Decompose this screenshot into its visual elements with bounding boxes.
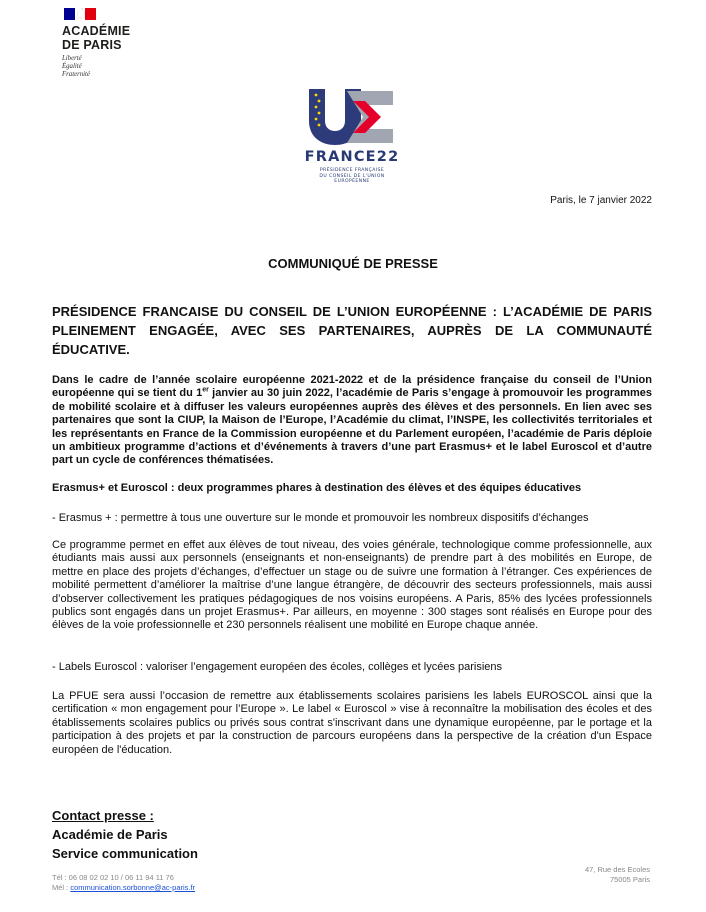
footer-contact bbox=[52, 873, 195, 893]
academie-logo-text: ACADÉMIE DE PARIS bbox=[62, 24, 131, 52]
pfue-subtitle: PRÉSIDENCE FRANÇAISE DU CONSEIL DE L'UNION EUROPÉENNE bbox=[319, 168, 385, 185]
contact-title: Contact presse : bbox=[52, 808, 154, 823]
footer-email-link[interactable]: communication.sorbonne@ac-paris.fr bbox=[70, 883, 196, 892]
headline: PRÉSIDENCE FRANCAISE DU CONSEIL DE L’UNION EUROPÉENNE : L’ACADÉMIE DE PARIS PLEINEMENT ENGAGÉE, AVEC SES PARTENAIRES, AUPRÈS DE LA COMMUNAUTÉ ÉDUCATIVE. bbox=[52, 304, 652, 357]
erasmus-heading: - Erasmus + : permettre à tous une ouverture sur le monde et promouvoir les nombreux dispositifs d’échanges bbox=[52, 512, 589, 524]
euroscol-paragraph: La PFUE sera aussi l’occasion de remettre aux établissements scolaires parisiens les labels EUROSCOL ainsi que la certification « mon engagement pour l’Europe ». Le label « Euroscol » vise à reconnaître la mobilisation des écoles et des établissements scolaires publics ou privés sous contrat s'inscrivant dans une dynamique européenne, par le portage et la participation à des projets et par la construction de parcours européens dans la perspective de la création d'un Espace européen de l'éducation. bbox=[52, 690, 652, 756]
euroscol-heading: - Labels Euroscol : valoriser l’engagement européen des écoles, collèges et lycées parisiens bbox=[52, 661, 503, 673]
pfue-logo-icon bbox=[305, 87, 399, 147]
section-title: Erasmus+ et Euroscol : deux programmes phares à destination des élèves et des équipes éducatives bbox=[52, 482, 582, 494]
marianne-icon bbox=[74, 6, 88, 20]
devise: Liberté Égalité Fraternité bbox=[62, 55, 90, 78]
footer-phone: Tél : 06 08 02 02 10 / 06 11 94 11 76 bbox=[52, 873, 174, 882]
footer-address: 47, Rue des Ecoles 75005 Paris bbox=[584, 865, 650, 884]
pfue-title: FRANCE22 bbox=[304, 149, 400, 165]
document-type-title: COMMUNIQUÉ DE PRESSE bbox=[268, 256, 438, 271]
erasmus-paragraph: Ce programme permet en effet aux élèves de tout niveau, des voies générale, technologique comme professionnelle, aux étudiants mais aussi aux personnels (enseignants et non-enseignants) de prendre part à des mobilités en Europe, de mettre en place des projets d’échanges, d’effectuer un stage ou de suivre une formation à l’étranger. Ces expériences de mobilité permettent d’améliorer la maîtrise d’une langue étrangère, de découvrir des secteurs professionnels, mais aussi d’observer collectivement les pratiques pédagogiques de nos voisins européens. A Paris, 85% des lycées professionnels publics sont engagés dans un projet Erasmus+. Par ailleurs, en moyenne : 300 stages sont réalisés en Europe pour des élèves de la voie professionnelle et 230 personnels réalisent une mobilité en Europe chaque année. bbox=[52, 539, 652, 632]
intro-paragraph: Dans le cadre de l’année scolaire européenne 2021-2022 et de la présidence française du conseil de l’Union européenne qui se tient du 1er janvier au 30 juin 2022, l’académie de Paris s’engage à promouvoir les programmes de mobilité scolaire et à diffuser les valeurs européennes auprès des élèves et des personnels. En lien avec ses partenaires que sont la CIUP, la Maison de l’Europe, l’Académie du climat, l’INSPE, les collectivités territoriales et les représentants en France de la Commission européenne et du Parlement européen, l’académie de Paris déploie un ambitieux programme d’actions et d’événements à travers d’une part Erasmus+ et le label Euroscol et d’autre part un cycle de conférences thématisées. bbox=[52, 374, 652, 467]
footer-mel-label: Mél : bbox=[52, 883, 71, 892]
contact-organisation: Académie de Paris bbox=[52, 827, 168, 842]
contact-service: Service communication bbox=[52, 846, 198, 861]
document-date: Paris, le 7 janvier 2022 bbox=[550, 195, 652, 206]
